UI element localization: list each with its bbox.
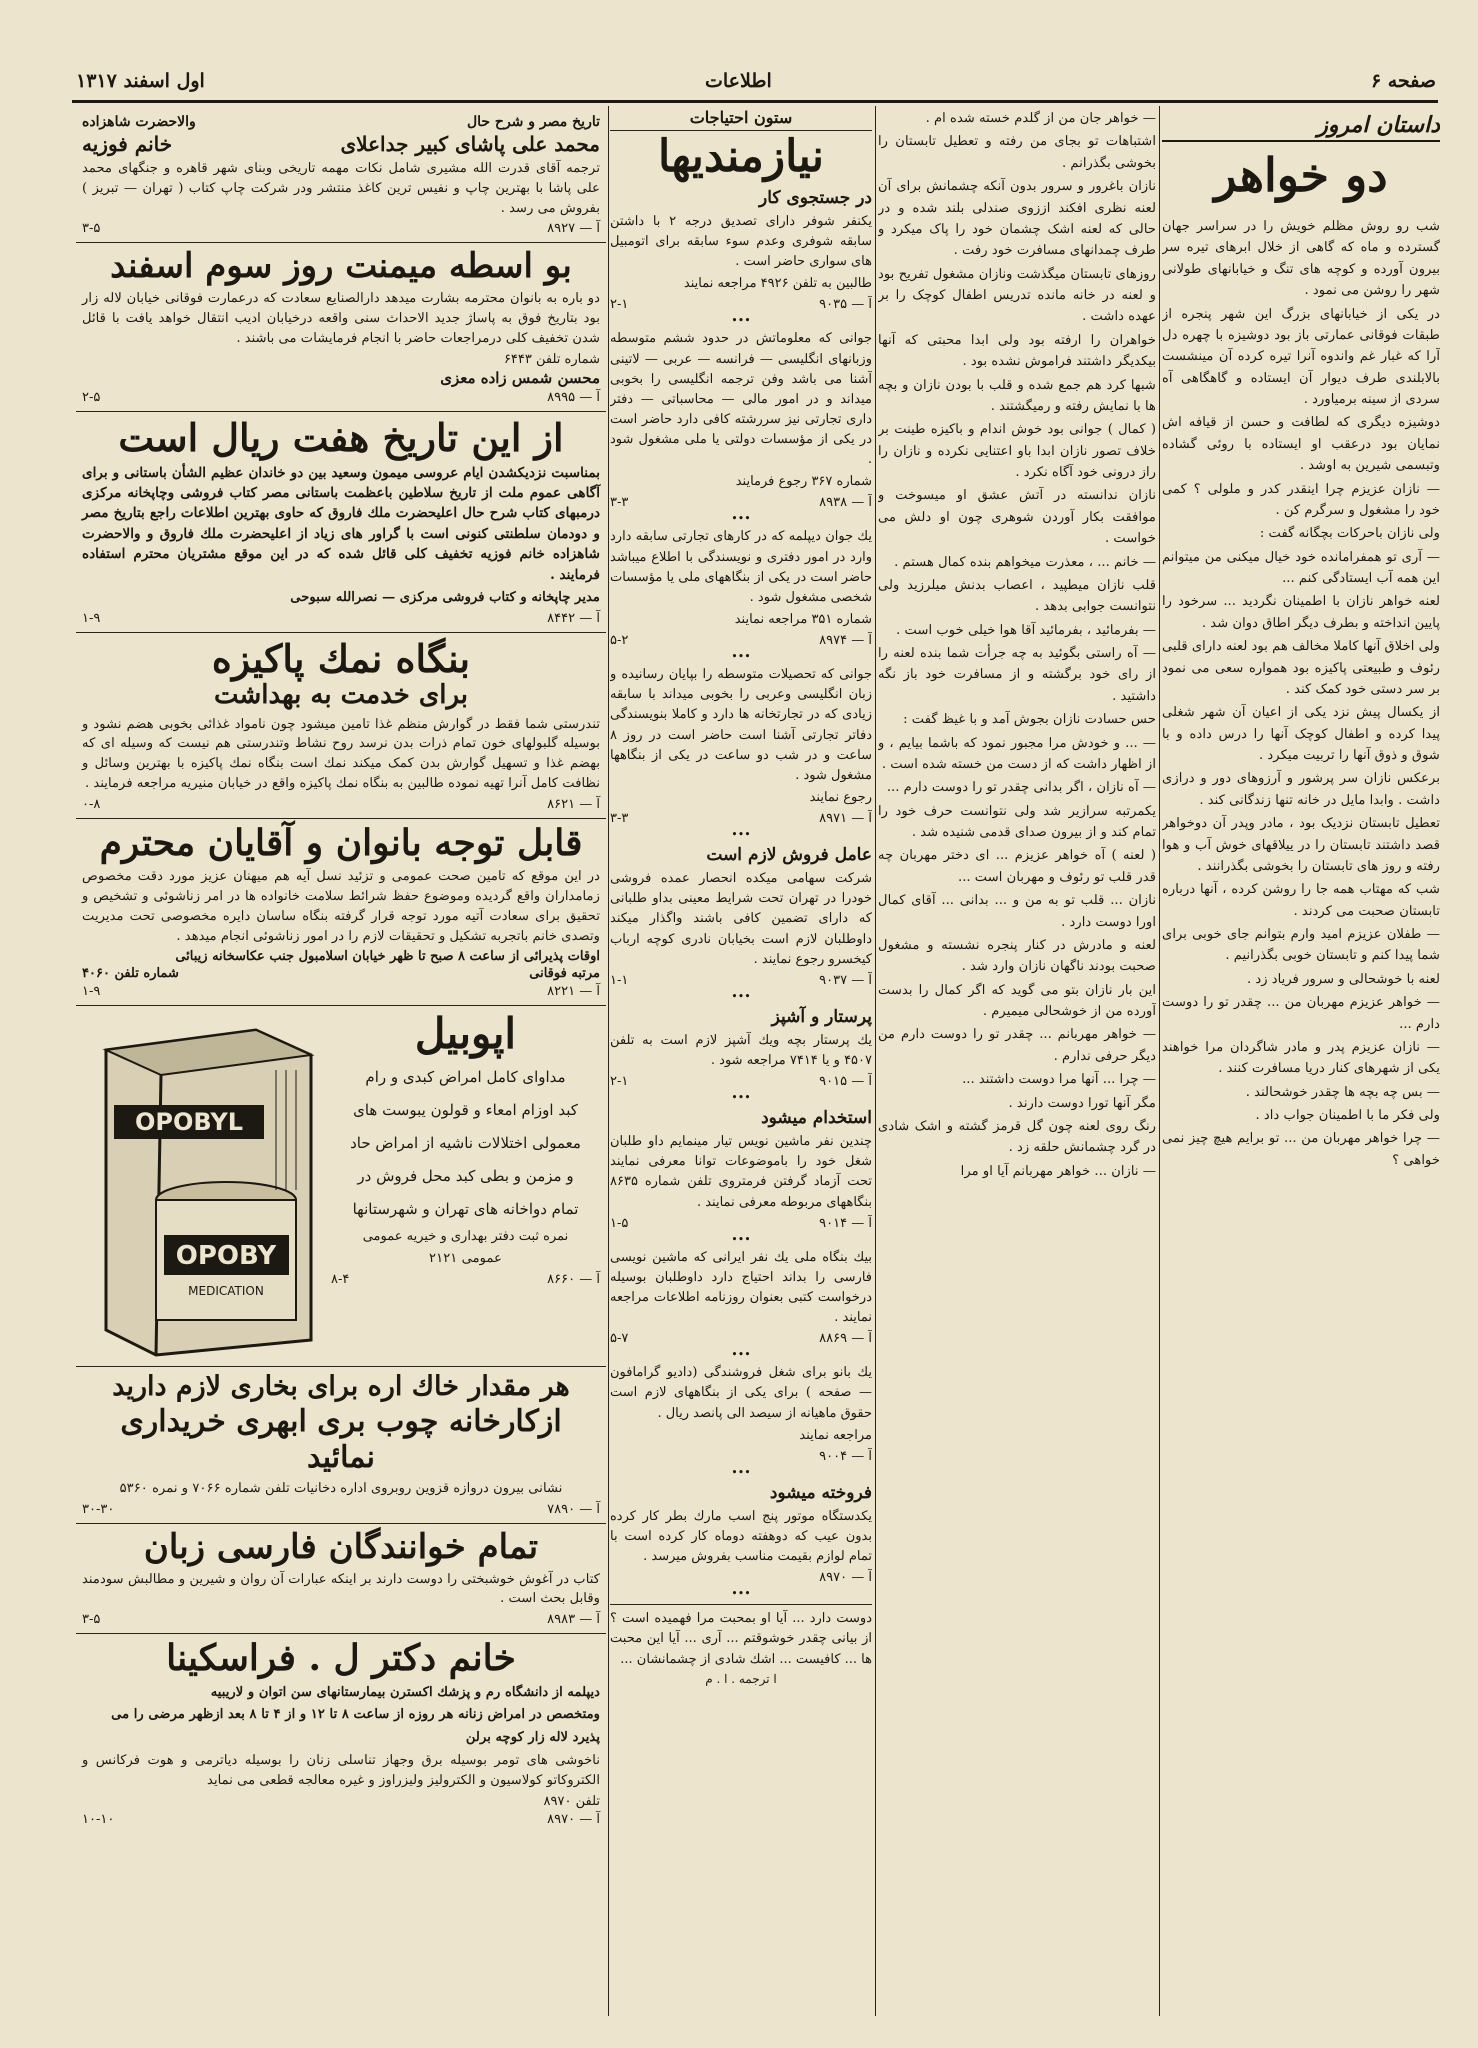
classified-ref: آ — ۹۰۳۵: [819, 297, 872, 313]
story-title: دو خواهر: [1162, 140, 1440, 202]
ad-phone: شماره تلفن ۶۴۴۳: [503, 351, 600, 367]
classified-ref-row: [610, 1570, 872, 1585]
classified-item: [610, 527, 872, 663]
ad-body: در این موقع که تامین صحت عمومی و تزئید نسل آیه هم میهنان عزیز مورد دقت مخصوص زمامداران واقع گردیده وموضوع حفظ شرائط سلامت خانواده ها در امر زناشوئی و تشخیص و تحقیق برای سعادت آتیه مورد توجه قرار گرفته بنگاه ساسان دایره مخصوصی تحت مدیریت وتصدی خانم باتجربه تشکیل و تحقیقات لازم را در امور زناشوئی انجام میدهد .: [82, 869, 600, 944]
classified-item: [610, 1031, 872, 1104]
ad-line: معمولی اختلالات ناشیه از امراض حاد: [350, 1133, 581, 1152]
story-paragraph: رنگ روی لعنه چون گل قرمز گشته و اشک شادی در گرد چشمانش حلقه زد .: [878, 1118, 1156, 1156]
ad-body: کتاب در آغوش خوشبختی را دوست دارند بر اینکه عبارات آن روان و شیرین و مطالبش سودمند وقابل بحث است .: [82, 1571, 600, 1607]
ad-body: تندرستی شما فقط در گوارش منظم غذا تامین میشود چون نامواد غذائی بخوبی هضم نشود و بوسیله گلبولهای خون تمام ذرات بدن نرسد روح نشاط وتندرستی هم نیست که وسیله ای که بهضم غذا و تسهیل گوارش بدن کمک میکند نمك است بنگاه نمك پاکیزه با بهترین وسائل و نظافت کامل آنرا تهیه نموده طالبین به بنگاه نمك پاکیزه واقع در خیابان منیریه مراجعه فرمایند .: [82, 716, 600, 791]
classified-section-title: عامل فروش لازم است: [706, 845, 872, 866]
classified-ref: آ — ۹۰۳۷: [819, 972, 872, 988]
story-paragraph: دوشیزه دیگری که لطافت و حسن از قیافه اش نمایان بود درعقب او ایستاده با روئی گشاده وتبسمی شیرین به اوشد .: [1162, 415, 1440, 474]
story-paragraph: یکمرتبه سرازیر شد ولی نتوانست حرف خود را تمام کند و از بیرون صدای قدمی شنیده شد .: [878, 803, 1156, 840]
story-paragraph: — طفلان عزیزم امید وارم بتوانم جای خوبی برای شما پیدا کنم و تابستان خوبی بگذرانیم .: [1162, 927, 1440, 964]
divider-stars: •••: [731, 1465, 751, 1479]
classified-extra: شماره ۳۶۷ رجوع فرمایند: [735, 474, 872, 490]
story-paragraph: — بفرمائید ، بفرمائید آقا هوا خیلی خوب است .: [896, 622, 1156, 638]
story-paragraph: ولی اخلاق آنها کاملا مخالف هم بود لعنه دارای قلبی رئوف و طبیعتی پاکیزه بود همواره سعی می نمود بر سر دستی خود کمک کند .: [1162, 639, 1440, 697]
ad-line: تمام دواخانه های تهران و شهرستانها: [352, 1199, 579, 1218]
classified-text: یك جوان دیپلمه که در کارهای تجارتی سابقه دارد وارد در امور دفتری و نویسندگی با اطلاع میباشد حاضر است در یکی از بنگاههای ملی یا مؤسسات شخصی مشغول شود .: [610, 529, 872, 605]
classified-ref: آ — ۹۰۱۴: [819, 1215, 872, 1231]
divider-stars: •••: [731, 512, 751, 526]
story-paragraph: شب که مهتاب همه جا را روشن کرده ، آنها درباره تابستان صحبت می کردند .: [1162, 882, 1440, 919]
story-paragraph: شب رو روش مظلم خویش را در سراسر جهان گسترده و ماه که گاهی از خلال ابرهای تیره سر بیرون آورده و کوچه های تنگ و خیابانهای طولانی شهر را روشن می نمود .: [1162, 219, 1440, 299]
ad-title: اپوبیل: [414, 1009, 517, 1059]
classified-item: [610, 1248, 872, 1362]
classified-item: [610, 869, 872, 1003]
page-label: صفحه ۶: [1370, 70, 1436, 92]
divider-stars: •••: [731, 828, 751, 842]
classified-code: ۱-۵: [610, 1215, 629, 1231]
classified-section: [610, 845, 872, 1003]
column-rule: [1159, 106, 1160, 2016]
ad-code: ۳۰-۳۰: [82, 1501, 115, 1517]
classified-text: بیك بنگاه ملی یك نفر ایرانی که ماشین نویسی فارسی را بداند احتیاج دارد داوطلبان بوسیله درخواست کتبی بعنوان روزنامه اطلاعات مراجعه نمایند .: [610, 1249, 872, 1326]
story-paragraph: — نازان عزیزم پدر و مادر شاگردان مرا خواهند یکی از شهرهای کنار دریا مسافرت کنند .: [1162, 1039, 1440, 1077]
ad-ref: آ — ۸۹۲۷: [547, 221, 600, 237]
ad-opobyl: [76, 1006, 606, 1367]
ad-title: بو اسطه میمنت روز سوم اسفند: [110, 246, 572, 287]
classified-text: یك پرستار بچه ویك آشپز لازم است به تلفن ۴۵۰۷ و یا ۷۴۱۴ مراجعه شود .: [610, 1032, 872, 1069]
ad-title: بنگاه نمك پاکیزه: [211, 635, 471, 681]
story-paragraph: — نازان عزیزم چرا اینقدر کدر و ملولی ؟ کمی خود را مشغول و سرگرم کن .: [1162, 481, 1440, 518]
classified-extra: شماره ۳۵۱ مراجعه نمایند: [734, 612, 872, 628]
story-column: [1162, 108, 1440, 2018]
story-continued-body: [878, 108, 1156, 1182]
story-paragraph: از یکسال پیش نزد یکی از اعیان آن شهر شغلی پیدا کرده و اطفال کوچک آنها را درس داده و با شوق و ذوق آنها را تربیت میکرد .: [1162, 705, 1440, 763]
classified-ref: آ — ۸۹۷۰: [819, 1570, 872, 1586]
ad-attention: [76, 819, 606, 1007]
ad-code: ۳-۵: [82, 221, 101, 237]
classifieds-column: [610, 108, 872, 2018]
ad-subtitle: برای خدمت به بهداشت: [213, 680, 469, 711]
ad-title: از این تاریخ هفت ریال است: [118, 414, 564, 460]
ad-body: دو باره به بانوان محترمه بشارت میدهد دارالصنایع سعادت که درعمارت فوقانی خیابان لاله زار بود بتاریخ فوق به پاساژ جدید الاحداث سنی واقعه درخیابان ادیب انتقال خواهد یافت با قائل شدن تخفیف کلی درمراجعات حاضر با انجام فرمایشات می باشند .: [82, 291, 600, 347]
ad-ref: آ — ۸۹۹۵: [547, 389, 600, 405]
story-paragraph: ( لعنه ) آه خواهر عزیزم ... ای دختر مهربان چه قدر قلب تو رئوف و مهربان است ...: [878, 848, 1156, 885]
classified-ref-row: [610, 811, 872, 826]
opobyl-box-illustration: [86, 1010, 331, 1360]
ad-note: مرتبه فوقانی: [529, 966, 600, 982]
story-paragraph: حس حسادت نازان بجوش آمد و با غیظ گفت :: [903, 712, 1156, 728]
classified-section-title: فروخته میشود: [769, 1482, 872, 1503]
issue-date: اول اسفند ۱۳۱۷: [76, 70, 205, 92]
ad-title: هر مقدار خاك اره برای بخاری لازم دارید: [112, 1371, 570, 1403]
story-paragraph: — خواهر عزیزم مهربان من ... چقدر تو را دوست دارم ...: [1162, 995, 1440, 1032]
ad-line: کبد اوزام امعاء و قولون یبوست های: [353, 1100, 578, 1119]
jar-brand: OPOBY: [175, 1241, 277, 1272]
classified-ref-row: [610, 495, 872, 510]
ad-ref: آ — ۸۶۲۱: [547, 796, 600, 812]
ad-egypt-history: [76, 108, 606, 243]
box-brand: OPOBYL: [134, 1108, 244, 1137]
classified-section: [610, 1108, 872, 1479]
story-paragraph: خواهران را ارفته بود ولی ابدا محبتی که آنها بیکدیگر داشتند فراموش نشده بود .: [878, 332, 1156, 370]
classified-ref: آ — ۸۸۶۹: [819, 1331, 872, 1347]
classified-code: ۳-۳: [610, 495, 629, 511]
classified-code: ۲-۱: [610, 1074, 629, 1090]
classified-code: ۳-۳: [610, 811, 629, 827]
ad-line: ناخوشی های تومر بوسیله برق وجهاز تناسلی زنان را بوسیله دیاترمی و هوت فرکانس و الکتروکاتو کولاسیون و الکترولیز ولیزراوز و غیره معالجه قطعی می نماید: [82, 1753, 600, 1788]
ad-name: محسن شمس زاده معزی: [440, 368, 600, 387]
ads-column: [76, 108, 606, 2018]
ad-hours: اوقات پذیرائی از ساعت ۸ صبح تا ظهر خیابان اسلامبول جنب عکاسخانه زیبائی: [175, 949, 600, 965]
story-paragraph: — آه نازان ، اگر بدانی چقدر تو را دوست دارم ...: [886, 780, 1156, 796]
divider-stars: •••: [731, 1587, 751, 1601]
translator-note: ا ترجمه . ا . م: [705, 1671, 777, 1686]
column-rule: [875, 106, 876, 2016]
ad-title: تمام خوانندگان فارسی زبان: [143, 1526, 539, 1567]
classified-code: ۱-۱: [610, 972, 629, 988]
classified-text: یکدستگاه موتور پنج اسب مارك بطر کار کرده بدون عیب که دوهفته دوماه کار کرده است با تمام لوازم بقیمت مناسب بفروش میرسد .: [610, 1508, 872, 1565]
ad-body: بمناسبت نزدیکشدن ایام عروسی میمون وسعید بین دو خاندان عظیم الشأن باستانی و برای آگاهی عموم ملت از تاریخ سلاطین باعظمت باستانی مصر کتاب فروشی وچاپخانه مرکزی درمبهای کتاب شرح حال اعلیحضرت ملك فاروق که حاوی بهترین اطلاعات راجع بتاریخ مصر و دودمان سلطنتی کنونی است با گراور های زیاد از اعلیحضرت ملك فاروق و والاحضرت شاهزاده خانم فوزیه تخفیف کلی قائل شده که در این موقع مشتریان محترم استفاده فرمایند .: [82, 464, 600, 583]
story-paragraph: — خواهر جان من از گلدم خسته شده ام .: [925, 111, 1156, 126]
ad-title: خانم فوزیه: [82, 132, 173, 156]
section-label: داستان امروز: [1317, 112, 1440, 138]
classified-code: ۵-۷: [610, 1331, 629, 1347]
ad-body: ترجمه آقای قدرت الله مشیری شامل نکات مهمه تاریخی وبنای شهر قاهره و جنگهای محمد علی پاشا با بهترین چاپ و نفیس ترین کاغذ منتشر ودر شرکت چاپ کتاب ( تهران — تبریز ) بفروش می رسد .: [82, 161, 600, 216]
ad-line: پذیرد لاله زار کوچه برلن: [465, 1730, 600, 1746]
story-paragraph: روزهای تابستان میگذشت ونازان مشغول تفریح بود و لعنه در خانه مانده تدریس اطفال کوچک را بر عهده داشت .: [878, 266, 1156, 325]
story-paragraph: مگر آنها تورا دوست دارند .: [1008, 1095, 1156, 1111]
story-paragraph: برعکس نازان سر پرشور و آرزوهای دور و درازی داشت . وابدا مایل در خانه تنها زندگانی کند .: [1162, 771, 1440, 808]
story-paragraph: نازان باغرور و سرور بدون آنکه چشمانش برای آن لعنه نظری افکند اززوی صندلی بلند شده و در حالی که لعنه اشک چشمان خود را پاک میکرد و طرف چمدانهای مسافرت خود رفت .: [878, 179, 1156, 259]
story-paragraph: — خانم ... ، معذرت میخواهم بنده کمال هستم .: [894, 554, 1156, 570]
classifieds-title: نیازمندیها: [657, 131, 825, 182]
classified-item: [610, 212, 872, 328]
ad-label: تاریخ مصر و شرح حال: [466, 114, 600, 130]
story-paragraph: — چرا خواهر مهربان من ... تو برایم هیچ چیز نمی خواهی ؟: [1162, 1131, 1440, 1168]
ad-phone: تلفن ۸۹۷۰: [543, 1793, 600, 1809]
ad-signature: مدیر چاپخانه و کتاب فروشی مرکزی — نصرالله سبوحی: [290, 589, 600, 605]
ad-ref: آ — ۸۲۲۱: [547, 984, 600, 1000]
story-paragraph: این بار نازان بتو می گوید که اگر کمال را بدست آورده من از خوشحالی میمیرم .: [878, 982, 1156, 1019]
classified-ref-row: [610, 1074, 872, 1089]
ad-line: و مزمن و بطی کبد محل فروش در: [357, 1166, 574, 1185]
ad-title: خانم دکتر ل . فراسکینا: [166, 1637, 516, 1680]
classified-item: [610, 1132, 872, 1246]
jar-subtitle: MEDICATION: [188, 1284, 264, 1299]
ad-code: ۲-۵: [82, 389, 101, 405]
classified-section: [610, 188, 872, 841]
story-paragraph: — ... و خودش مرا مجبور نمود که باشما بیایم ، و از اظهار داشت که از دست من خسته شده است .: [878, 735, 1156, 772]
column-rule: [608, 106, 609, 2016]
ad-persian-readers: [76, 1524, 606, 1635]
story-paragraph: — آری تو همفرامانده خود خیال میکنی من میتوانم این همه آب ایستادگی کنم ...: [1162, 549, 1440, 586]
classified-text: شرکت سهامی میکده انحصار عمده فروشی خودرا در تهران تحت شرایط معینی بداو طلبانی که دارای تضمین کافی باشند واگذار میکند داوطلبان لازم است بخیابان نادری کوچه ارباب کیخسرو رجوع نمایند .: [610, 871, 872, 967]
story-paragraph: تعطیل تابستان نزدیک بود ، مادر وپدر آن دوخواهر قصد داشتند تابستان را در ییلاقهای خوش آب و هوا رفته و روز های تابستان را بخوشی بگذرانند .: [1162, 816, 1440, 874]
divider-stars: •••: [731, 314, 751, 328]
story-paragraph: — خواهر مهربانم ... چقدر تو را دوست دارم من دیگر حرفی ندارم .: [878, 1027, 1156, 1064]
classified-ref-row: [610, 297, 872, 312]
ad-doctor: [76, 1634, 606, 1832]
ad-ref: آ — ۸۹۸۳: [547, 1612, 600, 1628]
story-paragraph: — چرا ... آنها مرا دوست داشتند ...: [962, 1072, 1156, 1088]
ad-code: ۱-۹: [82, 610, 101, 626]
story-paragraph: ( کمال ) جوانی بود خوش اندام و باکیزه طینت بر خلاف تصور نازان ابدا باو اعتنایی نکرده و نازان را راز درونی خود آگاه نکرد .: [878, 422, 1156, 480]
story-body: [1162, 216, 1440, 1171]
ad-label: والاحضرت شاهزاده: [82, 114, 196, 130]
ad-title-2: ازکارخانه چوب بری ابهری خریداری نمائید: [120, 1403, 562, 1475]
ad-line: مداوای کامل امراض کبدی و رام: [365, 1067, 566, 1086]
classified-section-title: استخدام میشود: [761, 1108, 872, 1129]
ad-line: عمومی ۲۱۲۱: [429, 1251, 502, 1267]
classified-item: [610, 1507, 872, 1600]
classified-ref-row: [610, 633, 872, 648]
divider-stars: •••: [731, 1232, 751, 1246]
story-paragraph: ولی فکر ما با اطمینان جواب داد .: [1255, 1108, 1440, 1123]
ad-body: نشانی بیرون دروازه قزوین روبروی اداره دخانیات تلفن شماره ۷۰۶۶ و نمره ۵۳۶۰: [119, 1480, 563, 1496]
classified-ref: آ — ۸۹۷۱: [819, 811, 872, 827]
classified-item: [610, 329, 872, 525]
classifieds-header: ستون احتیاجات: [610, 108, 872, 131]
ad-phone: شماره تلفن ۴۰۶۰: [82, 966, 179, 982]
story-paragraph: نازان ندانسته در آتش عشق او میسوخت و موافقت بکار آوردن شوهری چون او دلش می خواست .: [878, 488, 1156, 547]
story-paragraph: لعنه خواهر نازان با اطمینان نگردید ... سرخود را پایین انداخته و بطرف دیگر اطاق دوان شد .: [1162, 594, 1440, 631]
ad-code: ۳-۵: [82, 1612, 101, 1628]
ad-code: ۰-۸: [82, 796, 101, 812]
ad-title: قابل توجه بانوان و آقایان محترم: [99, 821, 583, 864]
story-paragraph: — نازان ... خواهر مهربانم آیا او مرا: [960, 1163, 1156, 1179]
ad-esfand: [76, 243, 606, 411]
classified-text: یکنفر شوفر دارای تصدیق درجه ۲ با داشتن سابقه شوفری وعدم سوء سابقه برای اتومبیل های سواری حاضر است .: [610, 213, 872, 270]
classified-item: [610, 665, 872, 841]
classified-ref: آ — ۹۰۱۵: [819, 1074, 872, 1090]
divider-stars: •••: [731, 989, 751, 1003]
story-paragraph: لعنه و مادرش در کنار پنجره نشسته و مشغول صحبت بودند ناگهان نازان وارد شد .: [878, 937, 1156, 975]
ad-line: نمره ثبت دفتر بهداری و خیریه عمومی: [362, 1228, 569, 1244]
ad-book-price: [76, 412, 606, 633]
classified-ref-row: [610, 1216, 872, 1231]
story-excerpt: دوست دارد ... آیا او بمحبت مرا فهمیده است ؟ از بیانی چقدر خوشوقتم ... آری ... آیا این محبت ها ... کافیست ... اشك شادی از چشمانشان ...: [610, 1604, 872, 1669]
classified-section: [610, 1007, 872, 1104]
ad-sawdust: [76, 1367, 606, 1523]
classified-section: [610, 1483, 872, 1600]
story-paragraph: قلب نازان میطپید ، اعصاب بدنش میلرزید ولی نتوانست جوابی بدهد .: [878, 577, 1156, 615]
classified-code: ۵-۲: [610, 633, 629, 649]
ad-code: ۱-۹: [82, 984, 101, 1000]
paper-name: اطلاعات: [705, 70, 772, 92]
story-continued-column: [878, 108, 1156, 2018]
classifieds-sections: [610, 188, 872, 1600]
classified-section-title: در جستجوی کار: [759, 187, 872, 208]
classified-ref: آ — ۸۹۷۴: [819, 633, 872, 649]
divider-stars: •••: [731, 1348, 751, 1362]
ad-title: محمد علی پاشای کبیر جداعلای: [340, 132, 600, 156]
classified-ref-row: [610, 1449, 872, 1464]
classified-text: چندین نفر ماشین نویس تیار مینمایم داو طلبان شغل خود را باموضوعات توانا معرفی نمایند تحت آزماد گرفتن فرمتروی تلفن شماره ۸۶۳۵ بنگاههای مربوطه معرفی نمایند .: [610, 1134, 872, 1210]
classified-text: یك بانو برای شغل فروشندگی (دادیو گرامافون — صفحه ) برای یکی از بنگاههای لازم است حقوق ماهیانه از سیصد الی پانصد ریال .: [610, 1365, 872, 1421]
divider-stars: •••: [731, 1091, 751, 1105]
story-paragraph: نازان ... قلب تو به من و ... بدانی ... آقای کمال اورا دوست دارد .: [878, 893, 1156, 930]
story-paragraph: لعنه با خوشحالی و سرور فریاد زد .: [1246, 971, 1440, 987]
story-paragraph: ولی نازان باحرکات بچگانه گفت :: [1259, 526, 1440, 542]
classified-extra: طالبین به تلفن ۴۹۲۶ مراجعه نمایند: [683, 276, 872, 292]
ad-line: دیپلمه از دانشگاه رم و پزشك اکسترن بیمارستانهای سن اتوان و لاریبیه: [210, 1684, 600, 1700]
classified-extra: رجوع نمایند: [809, 790, 872, 806]
ad-ref: آ — ۸۶۶۰: [547, 1271, 600, 1287]
divider-stars: •••: [731, 650, 751, 664]
ad-ref: آ — ۸۹۷۰: [547, 1811, 600, 1827]
story-paragraph: — بس چه بچه ها چقدر خوشحالند .: [1245, 1084, 1440, 1100]
classified-ref-row: [610, 1331, 872, 1346]
ad-line: ومتخصص در امراض زنانه هر روزه از ساعت ۸ تا ۱۲ و از ۴ تا ۸ بعد ازظهر مرضی را می: [111, 1707, 600, 1723]
ad-ref: آ — ۷۸۹۰: [547, 1501, 600, 1517]
ad-ref: آ — ۸۴۴۲: [547, 610, 600, 626]
story-paragraph: — آه راستی بگوئید به چه جرأت شما بنده لعنه را از رای خود برگشته و از مسافرت خود باز نگه داشتید .: [878, 646, 1156, 704]
ad-clean-salt: [76, 633, 606, 819]
classified-ref: آ — ۸۹۳۸: [819, 495, 872, 511]
story-paragraph: اشتباهات تو بجای من رفته و تعطیل تابستان را بخوشی بگذرانم .: [878, 134, 1156, 171]
classified-code: ۲-۱: [610, 297, 629, 313]
page-header: [72, 66, 1438, 103]
classified-text: جوانی که تحصیلات متوسطه را بپایان رسانیده و زبان انگلیسی وعربی را بخوبی میداند با سابقه زیادی که در تجارتخانه ها دارد و کاملا بنویسندگی دفاتر تجارتی آشنا است حاضر است در روز ۸ ساعت و در شب دو ساعت در یکی از بنگاهها مشغول شود .: [610, 667, 872, 783]
classified-ref: آ — ۹۰۰۴: [819, 1448, 872, 1464]
classified-text: جوانی که معلوماتش در حدود ششم متوسطه وزبانهای انگلیسی — فرانسه — عربی — لاتینی آشنا می باشد وفن ترجمه انگلیسی را بخوبی میداند و در امور مالی — محاسباتی — دفتر داری تجارتی نیز سررشته کافی دارد حاضر است در یکی از مؤسسات دولتی یا ملی مشغول شود .: [610, 331, 872, 468]
ad-code: ۸-۴: [331, 1271, 350, 1287]
classified-section-title: پرستار و آشپز: [771, 1006, 872, 1027]
classified-ref-row: [610, 973, 872, 988]
ad-code: ۱۰-۱۰: [82, 1811, 115, 1827]
classified-item: [610, 1363, 872, 1479]
story-paragraph: شبها کرد هم جمع شده و قلب با بودن نازان و بچه ها با نمایش رفته و رمیگشتند .: [878, 377, 1156, 414]
story-paragraph: در یکی از خیابانهای بزرگ این شهر پنجره از طبقات فوقانی عمارتی باز بود دوشیزه با چهره دل آرا که غبار غم واندوه آنرا تیره کرده آن مینشست بالابلندی طرف دیوار آن ایستاده و گاهگاهی آه سردی از سینه برمیاورد .: [1162, 306, 1440, 407]
classified-extra: مراجعه نمایند: [799, 1427, 872, 1443]
